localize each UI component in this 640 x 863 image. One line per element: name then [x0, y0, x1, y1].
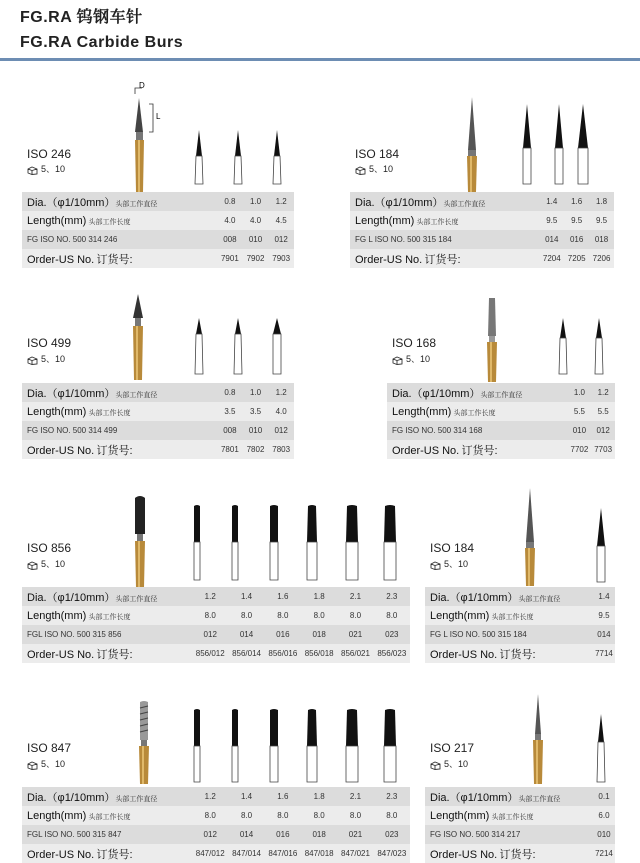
spec-table: [22, 787, 410, 863]
order-label-cn: 订货号:: [96, 444, 133, 457]
length-value: 9.5: [589, 211, 614, 230]
pack-qty: [392, 352, 430, 365]
length-label: Length(mm): [27, 609, 87, 622]
length-value: 8.0: [337, 806, 373, 825]
dia-value: 1.8: [301, 787, 337, 806]
fg-iso-value: 012: [591, 421, 615, 440]
order-label-cn: 订货号:: [499, 648, 536, 661]
fg-iso-label: FGL ISO NO. 500 315 847: [22, 825, 192, 844]
pack-qty-value: 5、10: [41, 164, 66, 174]
bur-drawings: [520, 102, 610, 190]
package-icon: [27, 165, 38, 175]
bur-photo-iso-246: [125, 82, 165, 192]
fg-iso-label: FG L ISO NO. 500 315 184: [425, 625, 593, 644]
order-value: 856/018: [301, 644, 337, 663]
bur-photo-iso-217: [528, 692, 548, 784]
iso-label: ISO 184: [355, 147, 400, 161]
order-label-cn: 订货号:: [424, 253, 461, 266]
order-value: 7205: [564, 249, 589, 268]
fg-iso-value: 021: [337, 625, 373, 644]
header-divider: [0, 58, 640, 61]
length-value: 5.5: [568, 402, 592, 421]
dia-label-cn: 头部工作直径: [115, 795, 158, 803]
package-icon: [27, 760, 38, 770]
order-value: 7702: [568, 440, 592, 459]
bur-drawings: [556, 316, 616, 378]
order-value: 7903: [268, 249, 294, 268]
length-value: 8.0: [228, 806, 264, 825]
length-value: 9.5: [593, 606, 615, 625]
package-icon: [27, 355, 38, 365]
dia-value: 1.2: [268, 383, 294, 402]
pack-qty: [430, 557, 468, 570]
dia-label-cn: 头部工作直径: [480, 391, 523, 399]
dia-label-cn: 头部工作直径: [518, 795, 561, 803]
length-label: Length(mm): [430, 809, 490, 822]
length-value: 8.0: [192, 806, 228, 825]
bur-drawings: [192, 316, 392, 378]
fg-iso-value: 018: [301, 825, 337, 844]
bur-photo-iso-856: [130, 496, 150, 588]
pack-qty: [27, 162, 65, 175]
title-english: FG.RA Carbide Burs: [20, 34, 184, 51]
fg-iso-label: FG ISO NO. 500 314 246: [22, 230, 217, 249]
pack-qty-value: 5、10: [41, 559, 66, 569]
order-label-cn: 订货号:: [96, 848, 133, 861]
order-value: 847/023: [374, 844, 410, 863]
order-label-cn: 订货号:: [96, 648, 133, 661]
order-value: 7901: [217, 249, 243, 268]
dia-value: 2.3: [374, 787, 410, 806]
fg-iso-value: 012: [268, 421, 294, 440]
pack-qty: [355, 162, 393, 175]
dia-value: 1.0: [243, 383, 269, 402]
dia-value: 1.4: [593, 587, 615, 606]
dia-value: 1.8: [589, 192, 614, 211]
iso-label: ISO 217: [430, 741, 475, 755]
fg-iso-value: 023: [374, 625, 410, 644]
fg-iso-value: 016: [265, 625, 301, 644]
length-value: 9.5: [564, 211, 589, 230]
order-label-cn: 订货号:: [96, 253, 133, 266]
spec-table: [350, 192, 614, 268]
length-label: Length(mm): [392, 405, 452, 418]
pack-qty-value: 5、10: [406, 354, 431, 364]
order-value: 856/021: [337, 644, 373, 663]
order-value: 856/023: [374, 644, 410, 663]
dia-label-cn: 头部工作直径: [115, 391, 158, 399]
fg-iso-value: 014: [228, 825, 264, 844]
fg-iso-label: FG ISO NO. 500 314 499: [22, 421, 217, 440]
dia-label: Dia.（φ1/10mm）: [392, 387, 481, 400]
length-value: 8.0: [192, 606, 228, 625]
length-value: 3.5: [243, 402, 269, 421]
order-label: Order-US No.: [392, 444, 460, 457]
order-value: 847/021: [337, 844, 373, 863]
order-value: 847/012: [192, 844, 228, 863]
fg-iso-value: 010: [243, 421, 269, 440]
length-label: Length(mm): [27, 809, 87, 822]
fg-iso-label: FG L ISO NO. 500 315 184: [350, 230, 539, 249]
length-value: 8.0: [374, 606, 410, 625]
dia-value: 1.2: [591, 383, 615, 402]
order-label: Order-US No.: [27, 444, 95, 457]
length-label-cn: 头部工作长度: [88, 613, 131, 621]
dim-l-label: L: [156, 112, 161, 121]
bur-drawings: [190, 504, 405, 584]
length-value: 4.0: [217, 211, 243, 230]
dia-label: Dia.（φ1/10mm）: [430, 791, 519, 804]
order-label: Order-US No.: [430, 648, 498, 661]
spec-table: [22, 192, 294, 268]
order-value: 7802: [243, 440, 269, 459]
order-value: 856/016: [265, 644, 301, 663]
pack-qty-value: 5、10: [444, 759, 469, 769]
dia-label: Dia.（φ1/10mm）: [27, 196, 116, 209]
length-label: Length(mm): [430, 609, 490, 622]
fg-iso-value: 010: [593, 825, 615, 844]
order-label: Order-US No.: [355, 253, 423, 266]
bur-drawings: [590, 506, 614, 586]
iso-label: ISO 168: [392, 336, 437, 350]
fg-iso-value: 018: [589, 230, 614, 249]
spec-table: [22, 587, 410, 663]
fg-iso-label: FG ISO NO. 500 314 217: [425, 825, 593, 844]
iso-label: ISO 184: [430, 541, 475, 555]
spec-table: [387, 383, 615, 459]
dia-label: Dia.（φ1/10mm）: [430, 591, 519, 604]
dia-value: 0.8: [217, 383, 243, 402]
dia-value: 1.4: [228, 787, 264, 806]
order-value: 847/018: [301, 844, 337, 863]
fg-iso-value: 016: [564, 230, 589, 249]
pack-qty: [27, 352, 65, 365]
dia-value: 1.4: [539, 192, 564, 211]
bur-photo-iso-847: [134, 700, 154, 784]
length-label: Length(mm): [27, 214, 87, 227]
dia-value: 1.2: [268, 192, 294, 211]
package-icon: [27, 560, 38, 570]
bur-drawings: [590, 712, 614, 786]
length-value: 5.5: [591, 402, 615, 421]
fg-iso-value: 014: [539, 230, 564, 249]
length-label-cn: 头部工作长度: [453, 409, 496, 417]
fg-iso-value: 010: [568, 421, 592, 440]
order-value: 856/012: [192, 644, 228, 663]
order-value: 7206: [589, 249, 614, 268]
dia-value: 1.6: [265, 787, 301, 806]
dia-value: 0.8: [217, 192, 243, 211]
pack-qty: [430, 757, 468, 770]
dia-value: 2.1: [337, 587, 373, 606]
dia-value: 1.8: [301, 587, 337, 606]
length-value: 8.0: [265, 806, 301, 825]
pack-qty-value: 5、10: [369, 164, 394, 174]
dia-value: 0.1: [593, 787, 615, 806]
length-label-cn: 头部工作长度: [88, 813, 131, 821]
fg-iso-value: 008: [217, 230, 243, 249]
length-value: 4.5: [268, 211, 294, 230]
fg-iso-value: 014: [593, 625, 615, 644]
fg-iso-value: 021: [337, 825, 373, 844]
package-icon: [392, 355, 403, 365]
dia-label-cn: 头部工作直径: [443, 200, 486, 208]
fg-iso-value: 012: [192, 825, 228, 844]
fg-iso-label: FGL ISO NO. 500 315 856: [22, 625, 192, 644]
dia-label-cn: 头部工作直径: [518, 595, 561, 603]
dia-label: Dia.（φ1/10mm）: [27, 591, 116, 604]
order-value: 7204: [539, 249, 564, 268]
dia-label: Dia.（φ1/10mm）: [355, 196, 444, 209]
fg-iso-value: 010: [243, 230, 269, 249]
pack-qty-value: 5、10: [41, 354, 66, 364]
bur-photo-iso-184: [520, 486, 540, 586]
dia-value: 1.6: [265, 587, 301, 606]
fg-iso-label: FG ISO NO. 500 314 168: [387, 421, 568, 440]
spec-table: [425, 787, 615, 863]
order-label: Order-US No.: [27, 648, 95, 661]
fg-iso-value: 012: [192, 625, 228, 644]
dia-value: 1.6: [564, 192, 589, 211]
order-value: 7803: [268, 440, 294, 459]
length-value: 8.0: [374, 806, 410, 825]
order-value: 856/014: [228, 644, 264, 663]
pack-qty: [27, 757, 65, 770]
spec-table: [22, 383, 294, 459]
order-label: Order-US No.: [27, 253, 95, 266]
length-label-cn: 头部工作长度: [416, 218, 459, 226]
dia-label-cn: 头部工作直径: [115, 200, 158, 208]
dia-label-cn: 头部工作直径: [115, 595, 158, 603]
bur-photo-iso-168: [482, 296, 502, 382]
length-value: 8.0: [228, 606, 264, 625]
fg-iso-value: 023: [374, 825, 410, 844]
length-label-cn: 头部工作长度: [88, 218, 131, 226]
order-value: 7703: [591, 440, 615, 459]
dim-d-label: D: [139, 82, 145, 90]
dia-value: 1.0: [568, 383, 592, 402]
package-icon: [355, 165, 366, 175]
length-value: 3.5: [217, 402, 243, 421]
bur-photo-iso-184: [462, 95, 482, 192]
length-value: 8.0: [301, 606, 337, 625]
pack-qty: [27, 557, 65, 570]
length-label: Length(mm): [355, 214, 415, 227]
length-value: 9.5: [539, 211, 564, 230]
length-value: 4.0: [243, 211, 269, 230]
length-value: 8.0: [301, 806, 337, 825]
iso-label: ISO 856: [27, 541, 72, 555]
pack-qty-value: 5、10: [444, 559, 469, 569]
order-value: 847/014: [228, 844, 264, 863]
dia-value: 1.2: [192, 587, 228, 606]
order-value: 847/016: [265, 844, 301, 863]
iso-label: ISO 499: [27, 336, 72, 350]
order-label-cn: 订货号:: [499, 848, 536, 861]
dia-value: 2.3: [374, 587, 410, 606]
length-label: Length(mm): [27, 405, 87, 418]
order-value: 7902: [243, 249, 269, 268]
dia-label: Dia.（φ1/10mm）: [27, 791, 116, 804]
length-value: 8.0: [265, 606, 301, 625]
dia-value: 1.4: [228, 587, 264, 606]
length-label-cn: 头部工作长度: [88, 409, 131, 417]
length-label-cn: 头部工作长度: [491, 613, 534, 621]
fg-iso-value: 012: [268, 230, 294, 249]
order-label-cn: 订货号:: [461, 444, 498, 457]
bur-photo-iso-499: [128, 292, 148, 380]
length-value: 6.0: [593, 806, 615, 825]
length-label-cn: 头部工作长度: [491, 813, 534, 821]
order-label: Order-US No.: [27, 848, 95, 861]
iso-label: ISO 847: [27, 741, 72, 755]
order-label: Order-US No.: [430, 848, 498, 861]
iso-label: ISO 246: [27, 147, 72, 161]
pack-qty-value: 5、10: [41, 759, 66, 769]
dia-value: 1.2: [192, 787, 228, 806]
order-value: 7714: [593, 644, 615, 663]
bur-drawings: [190, 708, 405, 786]
dia-value: 2.1: [337, 787, 373, 806]
title-chinese: FG.RA 钨钢车针: [20, 9, 143, 26]
package-icon: [430, 760, 441, 770]
spec-table: [425, 587, 615, 663]
fg-iso-value: 014: [228, 625, 264, 644]
package-icon: [430, 560, 441, 570]
length-value: 4.0: [268, 402, 294, 421]
order-value: 7801: [217, 440, 243, 459]
fg-iso-value: 008: [217, 421, 243, 440]
dia-label: Dia.（φ1/10mm）: [27, 387, 116, 400]
fg-iso-value: 018: [301, 625, 337, 644]
length-value: 8.0: [337, 606, 373, 625]
dia-value: 1.0: [243, 192, 269, 211]
order-value: 7214: [593, 844, 615, 863]
fg-iso-value: 016: [265, 825, 301, 844]
